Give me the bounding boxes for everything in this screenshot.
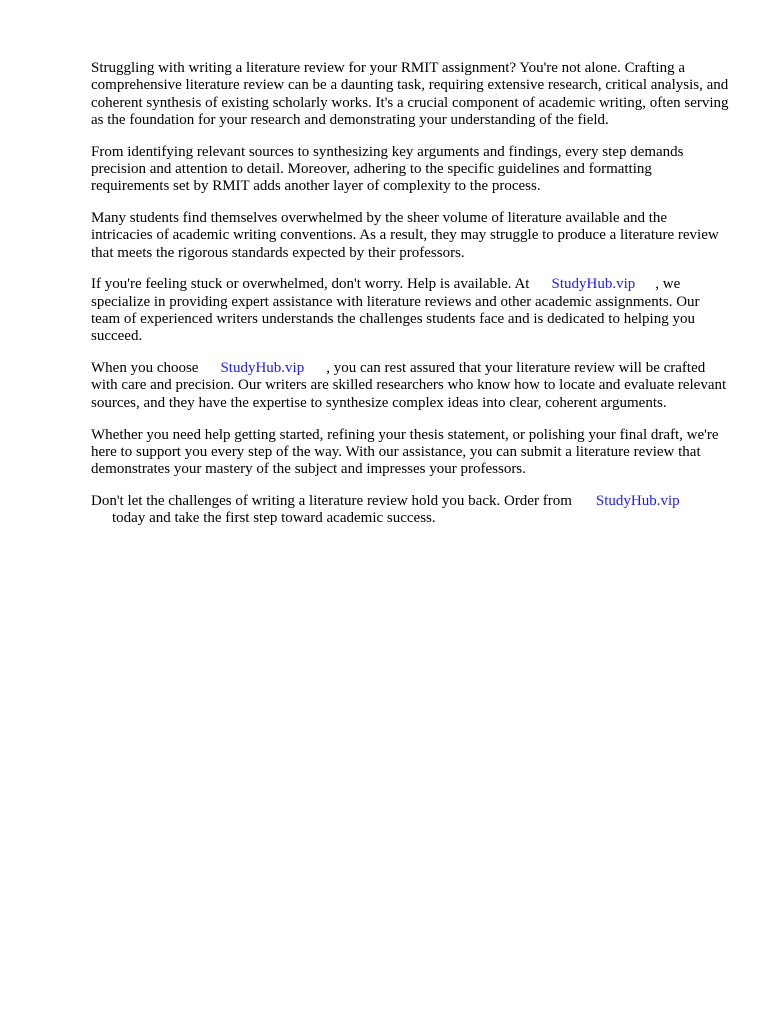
- paragraph-choose-text-after: , you can rest assured that your literature review will be crafted with care and precision. Our writers are skilled researchers who know how to locate and evaluate relevant sources, and they have the expertise to synthesize complex ideas into clear, coherent arguments.: [91, 360, 727, 411]
- document-body: [91, 60, 731, 542]
- paragraph-order-text-after: today and take the first step toward academic success.: [112, 510, 436, 527]
- paragraph-overwhelmed: Many students find themselves overwhelmed by the sheer volume of literature available and the intricacies of academic writing conventions. As a result, they may struggle to produce a literature review that meets the rigorous standards expected by their professors.: [91, 210, 719, 261]
- paragraph-choose-text-before: When you choose: [91, 360, 199, 377]
- paragraph-choose: [91, 360, 731, 412]
- paragraph-help-text-before: If you're feeling stuck or overwhelmed, don't worry. Help is available. At: [91, 276, 530, 293]
- studyhub-link[interactable]: StudyHub.vip: [220, 360, 305, 377]
- paragraph-help: [91, 276, 731, 345]
- studyhub-link[interactable]: StudyHub.vip: [595, 492, 680, 509]
- studyhub-link[interactable]: StudyHub.vip: [551, 276, 636, 293]
- paragraph-help-text-after: , we specialize in providing expert assistance with literature reviews and other academic assignments. Our team of experienced writers understands the challenges students face and is dedicated to helping you succeed.: [91, 276, 700, 345]
- paragraph-support: Whether you need help getting started, refining your thesis statement, or polishing your final draft, we're here to support you every step of the way. With our assistance, you can submit a literature review that demonstrates your mastery of the subject and impresses your professors.: [91, 426, 719, 478]
- paragraph-intro: Struggling with writing a literature review for your RMIT assignment? You're not alone. Crafting a comprehensive literature review can be a daunting task, requiring extensive research, critical analysis, and coherent synthesis of existing scholarly works. It's a crucial component of academic writing, often serving as the foundation for your research and demonstrating your understanding of the field.: [91, 60, 729, 128]
- paragraph-order-text-before: Don't let the challenges of writing a literature review hold you back. Order from: [91, 492, 572, 509]
- paragraph-order: [91, 493, 731, 528]
- paragraph-guidelines: From identifying relevant sources to synthesizing key arguments and findings, every step demands precision and attention to detail. Moreover, adhering to the specific guidelines and formatting requirements set by RMIT adds another layer of complexity to the process.: [91, 143, 684, 195]
